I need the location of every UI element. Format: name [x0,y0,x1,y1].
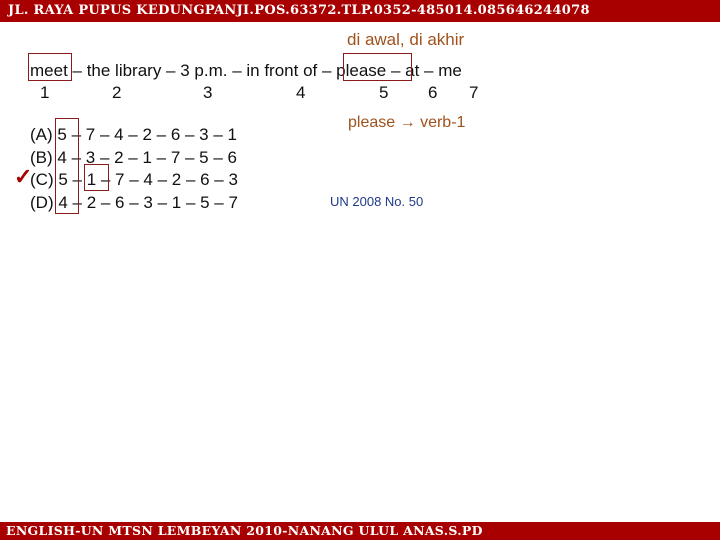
highlight-box-c-1 [84,164,109,191]
highlight-box-column-5 [55,118,79,214]
option-label: (D) [30,192,54,212]
checkmark-icon: ✓ [14,164,33,189]
footer-credit: ENGLISH-UN MTSN LEMBEYAN 2010-NANANG ULUL ANAS.S.PD [6,523,483,538]
rule-left: please [348,114,396,131]
word-number-3: 3 [203,83,213,102]
option-sequence: 5 – 7 – 4 – 2 – 6 – 3 – 1 [57,125,237,144]
header-address: JL. RAYA PUPUS KEDUNGPANJI.POS.63372.TLP.0352-485014.085646244078 [8,3,590,18]
grammar-rule [348,114,465,132]
scrambled-sentence: meet – the library – 3 p.m. – in front of – please – at – me [30,61,462,80]
arrow-right-icon: → [399,114,416,131]
highlight-box-please [343,53,412,81]
word-number-7: 7 [469,83,479,102]
word-number-1: 1 [40,83,50,102]
option-label: (B) [30,147,53,167]
word-number-5: 5 [379,83,389,102]
option-sequence: 5 – 1 – 7 – 4 – 2 – 6 – 3 [58,170,238,189]
footer-bar [0,522,720,540]
option-label: (A) [30,125,53,144]
hint-note: di awal, di akhir [347,30,465,49]
word-number-2: 2 [112,83,122,102]
option-sequence: 4 – 2 – 6 – 3 – 1 – 5 – 7 [58,192,238,212]
source-reference: UN 2008 No. 50 [330,194,424,209]
word-number-6: 6 [428,83,438,102]
rule-right: verb-1 [420,114,466,131]
option-sequence: 4 – 3 – 2 – 1 – 7 – 5 – 6 [57,147,237,167]
word-number-4: 4 [296,83,306,102]
header-bar [0,0,720,22]
option-label: (C) [30,170,54,189]
highlight-box-meet [28,53,72,81]
